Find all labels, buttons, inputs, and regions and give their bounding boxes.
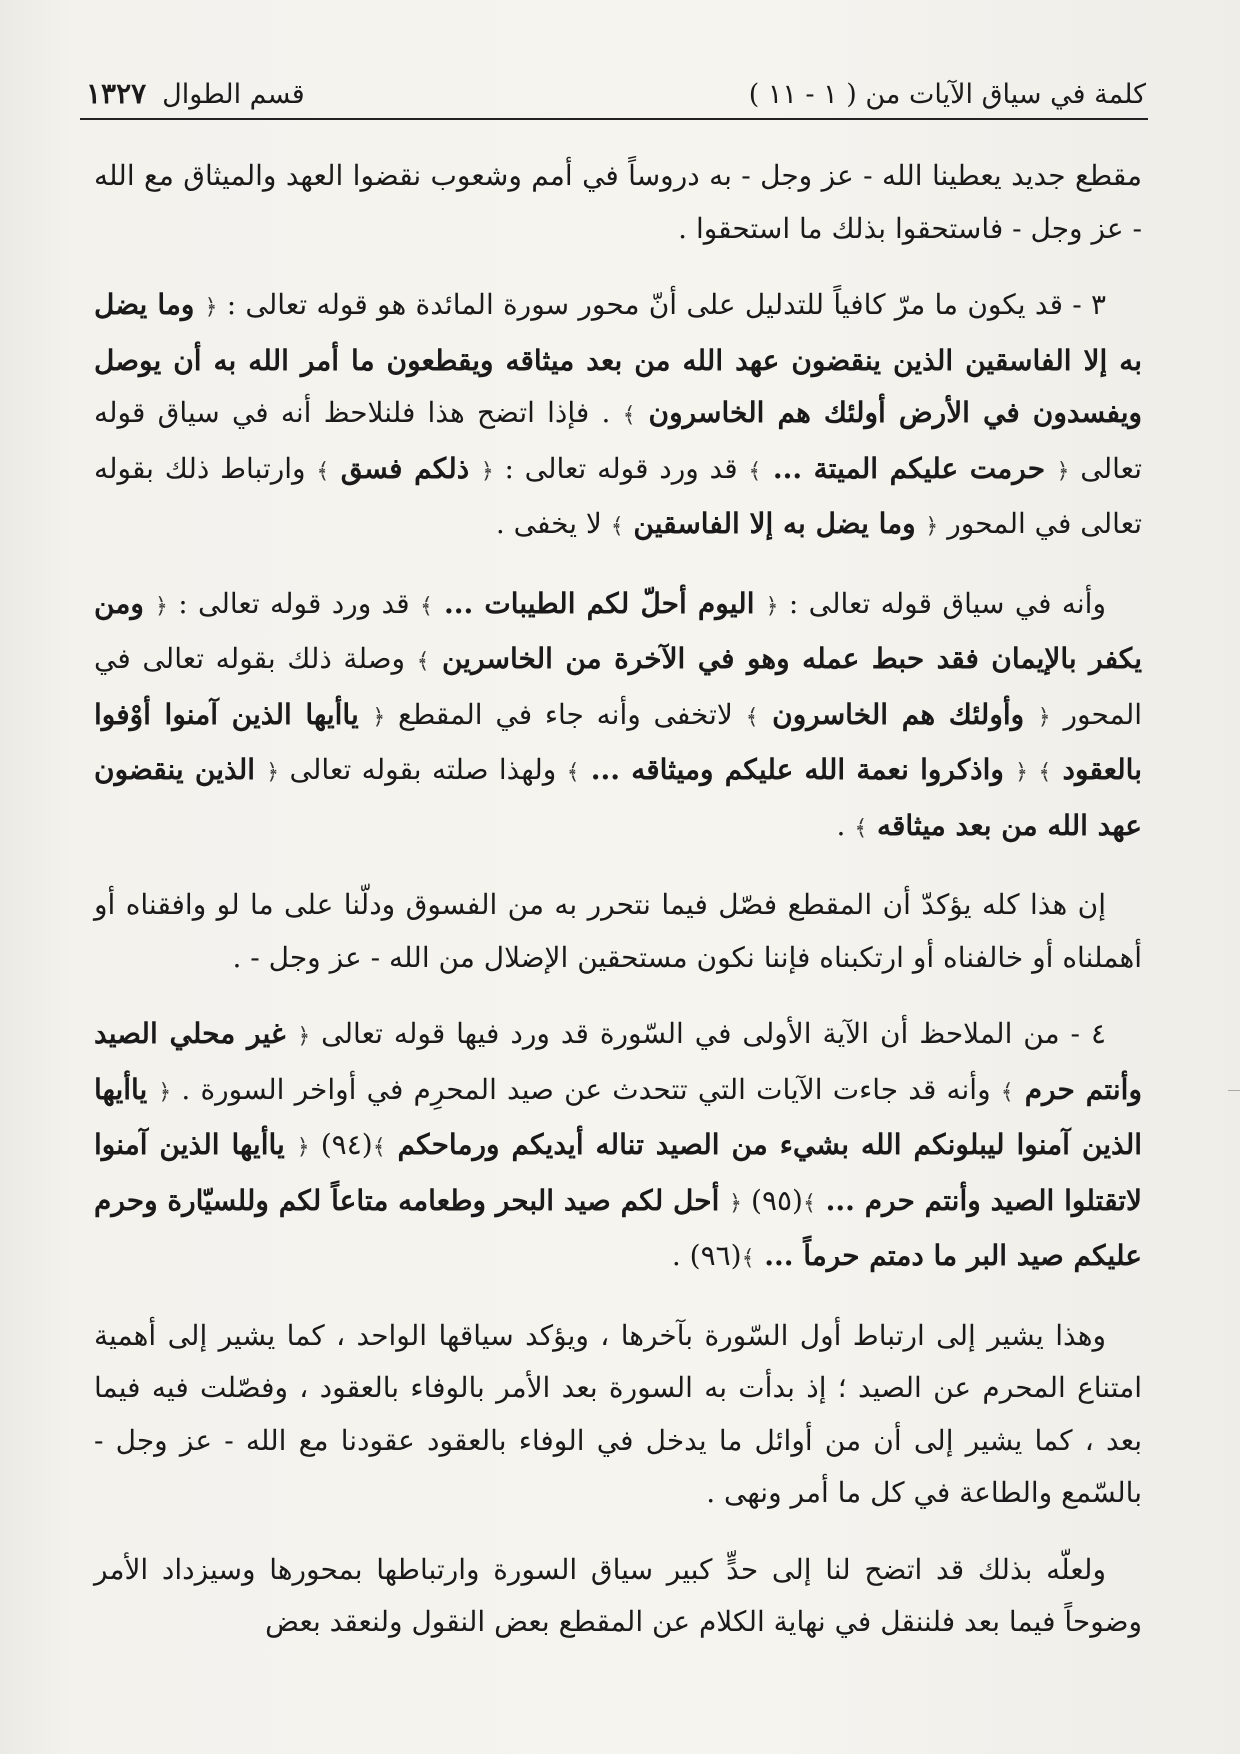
- body-text-run: (٩٦) .: [671, 1239, 742, 1272]
- body-text-run: . فإذا اتضح هذا فلنلاحظ أنه في سياق قوله تعالى: [94, 396, 1142, 485]
- quran-verse: الذين ينقضون عهد الله من بعد ميثاقه: [94, 753, 1142, 842]
- ornate-bracket: ﴿: [925, 514, 939, 539]
- ornate-bracket: ﴾: [748, 458, 762, 484]
- body-text-run: [1028, 753, 1038, 786]
- ornate-bracket: ﴿: [204, 295, 218, 320]
- paragraph: [94, 1008, 1142, 1286]
- body-text-run: ولهذا صلته بقوله تعالى: [279, 753, 567, 786]
- header-left-group: [86, 77, 305, 110]
- body-text-run: لا يخفى .: [495, 507, 611, 540]
- ornate-bracket: ﴿: [297, 1024, 311, 1049]
- ornate-bracket: ﴿: [266, 760, 280, 785]
- body-text: [94, 150, 1142, 1673]
- ornate-bracket: ﴿: [372, 704, 386, 730]
- body-text-run: وارتباط ذلك بقوله تعالى في المحور: [94, 451, 1142, 540]
- ornate-bracket: ﴿: [765, 593, 779, 619]
- body-text-run: ٣ - قد يكون ما مرّ كافياً للتدليل على أنّ محور سورة المائدة هو قوله تعالى :: [217, 288, 1106, 321]
- ornate-bracket: ﴿: [729, 1190, 743, 1216]
- header-section: قسم الطوال: [162, 79, 305, 110]
- paragraph: [94, 279, 1142, 554]
- body-text-run: قد ورد قوله تعالى :: [167, 586, 420, 620]
- page-edge-mark: [1228, 1090, 1240, 1091]
- ornate-bracket: ﴾: [610, 514, 624, 539]
- body-text-run: .: [836, 808, 855, 842]
- running-header: [86, 70, 1146, 110]
- body-text-run: ٤ - من الملاحظ أن الآية الأولى في السّورة قد ورد فيها قوله تعالى: [310, 1017, 1107, 1050]
- ornate-bracket: ﴾: [1038, 760, 1052, 785]
- header-rule: [80, 118, 1148, 120]
- body-text-run: (٩٤): [309, 1128, 373, 1161]
- ornate-bracket: ﴿: [155, 593, 168, 619]
- ornate-bracket: ﴾: [372, 1135, 386, 1160]
- body-text-run: لاتخفى وأنه جاء في المقطع: [385, 697, 746, 731]
- quran-verse: ياأيها الذين آمنوا أوْفوا بالعقود: [94, 697, 1142, 786]
- ornate-bracket: ﴾: [854, 815, 868, 841]
- body-text-run: إن هذا كله يؤكدّ أن المقطع فصّل فيما نتحرر به من الفسوق ودلّنا على ما لو وافقناه أو أهملناه أو خالفناه أو ارتكبناه فإننا نكون مستحقين الإضلال من الله - عز وجل - .: [94, 888, 1142, 974]
- paragraph: [94, 578, 1142, 856]
- quran-verse: أحل لكم صيد البحر وطعامه متاعاً لكم وللسيّارة وحرم عليكم صيد البر ما دمتم حرماً ...: [94, 1183, 1142, 1272]
- ornate-bracket: ﴾: [622, 403, 636, 428]
- quran-verse: ذلكم فسق: [329, 451, 481, 485]
- ornate-bracket: ﴾: [741, 1246, 755, 1271]
- ornate-bracket: ﴾: [745, 704, 759, 730]
- body-text-run: ولعلّه بذلك قد اتضح لنا إلى حدٍّ كبير سياق السورة وارتباطها بمحورها وسيزداد الأمر وضوحاً فيما بعد فلننقل في نهاية الكلام عن المقطع بعض النقول ولنعقد بعض: [94, 1552, 1142, 1638]
- ornate-bracket: ﴾: [566, 760, 580, 785]
- body-text-run: (٩٥): [742, 1183, 803, 1217]
- quran-verse: ياأيها الذين آمنوا ليبلونكم الله بشيء من الصيد تناله أيديكم ورماحكم: [94, 1072, 1143, 1161]
- ornate-bracket: ﴿: [1056, 458, 1070, 484]
- body-text-run: وصلة ذلك بقوله تعالى في المحور: [94, 642, 1143, 731]
- paragraph: [94, 879, 1142, 984]
- ornate-bracket: ﴿: [1015, 760, 1029, 785]
- body-text-run: مقطع جديد يعطينا الله - عز وجل - به دروساً في أمم وشعوب نقضوا العهد والميثاق مع الله - عز وجل - فاستحقوا بذلك ما استحقوا .: [94, 159, 1142, 245]
- quran-verse: ياأيها الذين آمنوا لاتقتلوا الصيد وأنتم حرم ...: [94, 1128, 1143, 1217]
- ornate-bracket: ﴾: [416, 649, 430, 674]
- paragraph: [94, 1544, 1142, 1649]
- quran-verse: غير محلي الصيد وأنتم حرم: [94, 1017, 1142, 1106]
- body-text-run: وأنه قد جاءت الآيات التي تتحدث عن صيد المحرِم في أواخر السورة .: [171, 1072, 1001, 1106]
- page-number: ١٣٢٧: [86, 77, 147, 110]
- ornate-bracket: ﴿: [1037, 704, 1051, 730]
- header-title: كلمة في سياق الآيات من ( ١ - ١١ ): [748, 79, 1146, 110]
- quran-verse: وما يضل به إلا الفاسقين: [623, 507, 926, 540]
- quran-verse: واذكروا نعمة الله عليكم وميثاقه ...: [579, 753, 1016, 786]
- ornate-bracket: ﴿: [158, 1079, 172, 1105]
- body-text-run: وأنه في سياق قوله تعالى :: [778, 586, 1106, 620]
- paragraph: [94, 1310, 1142, 1520]
- ornate-bracket: ﴾: [419, 593, 433, 619]
- quran-verse: اليوم أحلّ لكم الطيبات ...: [432, 586, 766, 620]
- quran-verse: وما يضل به إلا الفاسقين الذين ينقضون عهد الله من بعد ميثاقه ويقطعون ما أمر الله به أن يوصل ويفسدون في الأرض أولئك هم الخاسرون: [94, 288, 1143, 429]
- quran-verse: حرمت عليكم الميتة ...: [761, 451, 1057, 485]
- ornate-bracket: ﴾: [1000, 1079, 1014, 1105]
- ornate-bracket: ﴿: [296, 1135, 310, 1160]
- body-text-run: وهذا يشير إلى ارتباط أول السّورة بآخرها ، ويؤكد سياقها الواحد ، كما يشير إلى أهمية امتناع المحرم عن الصيد ؛ إذ بدأت به السورة بعد الأمر بالوفاء بالعقود ، وفصّلت فيه فيما بعد ، كما يشير إلى أن من أوائل ما يدخل في الوفاء بالعقود عقودنا مع الله - عز وجل - بالسّمع والطاعة في كل ما أمر ونهى .: [94, 1318, 1142, 1509]
- quran-verse: وأولئك هم الخاسرون: [758, 697, 1038, 731]
- quran-verse: ومن يكفر بالإيمان فقد حبط عمله وهو في الآخرة من الخاسرين: [94, 586, 1142, 675]
- ornate-bracket: ﴾: [316, 458, 330, 484]
- paragraph: [94, 150, 1142, 255]
- body-text-run: قد ورد قوله تعالى :: [493, 451, 749, 485]
- ornate-bracket: ﴾: [802, 1190, 816, 1216]
- ornate-bracket: ﴿: [480, 458, 494, 484]
